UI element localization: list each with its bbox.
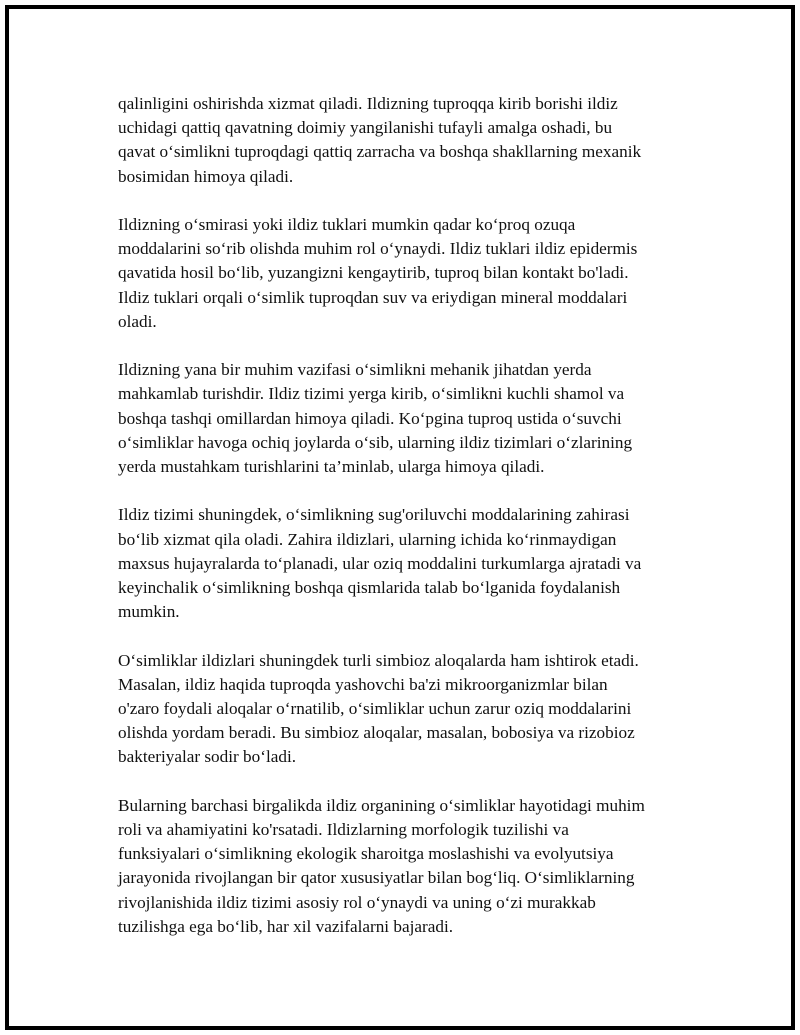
- text-line: Ildizning yana bir muhim vazifasi o‘simlikni mehanik jihatdan yerda: [118, 360, 592, 380]
- text-line: Ildizning o‘smirasi yoki ildiz tuklari mumkin qadar ko‘proq ozuqa: [118, 215, 576, 234]
- text-line: bo‘lib xizmat qila oladi. Zahira ildizlari, ularning ichida ko‘rinmaydigan: [118, 529, 617, 549]
- text-line: bakteriyalar sodir bo‘ladi.: [118, 747, 297, 767]
- text-line: funksiyalari o‘simlikning ekologik sharoitga moslashishi va evolyutsiya: [118, 844, 614, 864]
- text-line: O‘simliklar ildizlari shuningdek turli simbioz aloqalarda ham ishtirok etadi.: [118, 650, 639, 670]
- paragraph-6: [118, 794, 698, 939]
- text-line: tuzilishga ega bo‘lib, har xil vazifalarni bajaradi.: [118, 916, 454, 936]
- text-line: mahkamlab turishdir. Ildiz tizimi yerga kirib, o‘simlikni kuchli shamol va: [118, 384, 625, 404]
- paragraph-1: [118, 92, 698, 189]
- text-line: olishda yordam beradi. Bu simbioz aloqalar, masalan, bobosiya va rizobioz: [118, 723, 635, 743]
- text-line: yerda mustahkam turishlarini ta’minlab, ularga himoya qiladi.: [118, 457, 545, 477]
- text-line: o'zaro foydali aloqalar o‘rnatilib, o‘simliklar uchun zarur oziq moddalarini: [118, 699, 632, 719]
- text-line: boshqa tashqi omillardan himoya qiladi. Ko‘pgina tuproq ustida o‘suvchi: [118, 408, 622, 428]
- text-line: Bularning barchasi birgalikda ildiz organining o‘simliklar hayotidagi muhim: [118, 795, 645, 815]
- text-line: roli va ahamiyatini ko'rsatadi. Ildizlarning morfologik tuzilishi va: [118, 820, 569, 840]
- text-line: uchidagi qattiq qavatning doimiy yangilanishi tufayli amalga oshadi, bu: [118, 118, 613, 138]
- paragraph-4: [118, 503, 698, 624]
- text-line: Ildiz tuklari orqali o‘simlik tuproqdan suv va eriydigan mineral moddalari: [118, 287, 628, 307]
- text-line: o‘simliklar havoga ochiq joylarda o‘sib, ularning ildiz tizimlari o‘zlarining: [118, 432, 633, 452]
- text-line: keyinchalik o‘simlikning boshqa qismlarida talab bo‘lganida foydalanish: [118, 578, 621, 598]
- text-line: Ildiz tizimi shuningdek, o‘simlikning sug'oriluvchi moddalarining zahirasi: [118, 505, 630, 525]
- text-line: rivojlanishida ildiz tizimi asosiy rol o‘ynaydi va uning o‘zi murakkab: [118, 892, 596, 912]
- text-line: qalinligini oshirishda xizmat qiladi. Ildizning tuproqqa kirib borishi ildiz: [118, 94, 618, 113]
- text-line: jarayonida rivojlangan bir qator xususiyatlar bilan bog‘liq. O‘simliklarning: [118, 868, 635, 888]
- text-line: qavat o‘simlikni tuproqdagi qattiq zarracha va boshqa shakllarning mexanik: [118, 142, 642, 162]
- text-line: moddalarini so‘rib olishda muhim rol o‘ynaydi. Ildiz tuklari ildiz epidermis: [118, 239, 638, 259]
- paragraph-3: [118, 358, 698, 479]
- text-line: Masalan, ildiz haqida tuproqda yashovchi ba'zi mikroorganizmlar bilan: [118, 674, 608, 694]
- text-line: maxsus hujayralarda to‘planadi, ular oziq moddalini turkumlarga ajratadi va: [118, 553, 642, 573]
- paragraph-2: [118, 213, 698, 334]
- paragraph-5: [118, 649, 698, 770]
- text-line: bosimidan himoya qiladi.: [118, 166, 294, 186]
- text-line: mumkin.: [118, 602, 180, 622]
- text-line: oladi.: [118, 311, 157, 331]
- document-body: [118, 92, 698, 963]
- text-line: qavatida hosil bo‘lib, yuzangizni kengaytirib, tuproq bilan kontakt bo'ladi.: [118, 263, 629, 283]
